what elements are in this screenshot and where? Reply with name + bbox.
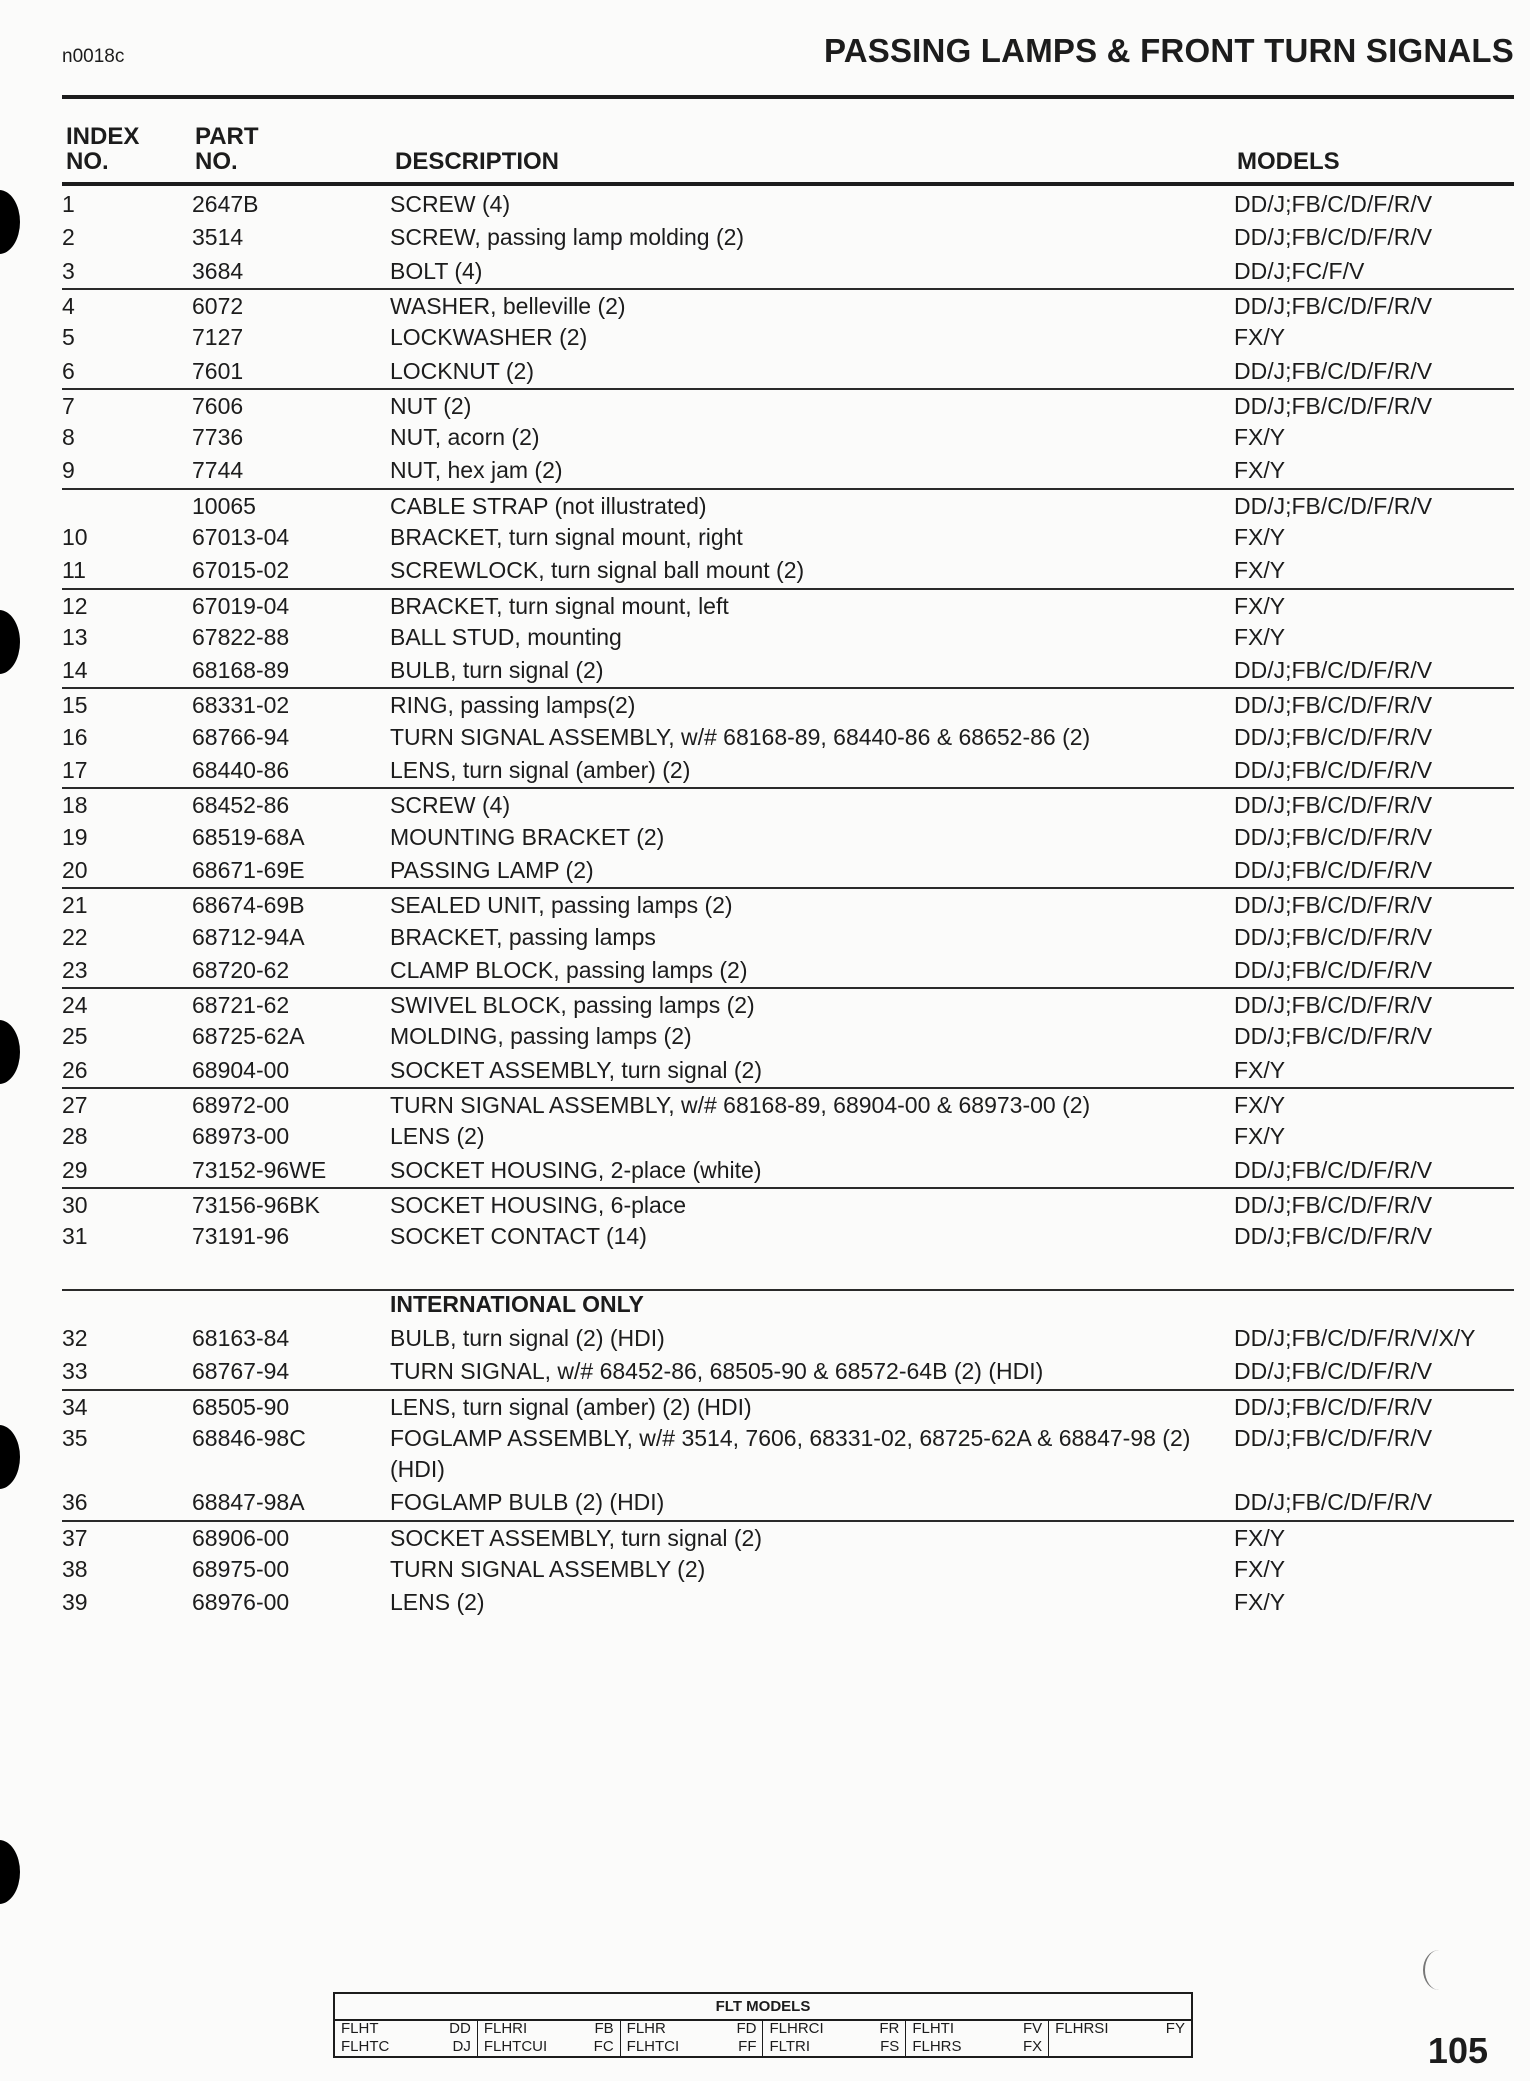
- models-cell: DD/J;FB/C/D/F/R/V: [1234, 1023, 1433, 1049]
- description-cell: SWIVEL BLOCK, passing lamps (2): [390, 992, 755, 1018]
- table-row: [62, 754, 1514, 787]
- description-cell: BOLT (4): [390, 258, 483, 284]
- index-cell: 22: [62, 924, 88, 950]
- flt-models-cell: [1049, 2019, 1191, 2056]
- page-curl: [1423, 1950, 1455, 1990]
- index-cell: 4: [62, 293, 75, 319]
- header-models: MODELS: [1237, 148, 1340, 175]
- table-row: [62, 1553, 1514, 1586]
- part-cell: 68331-02: [192, 692, 290, 718]
- part-cell: 68904-00: [192, 1057, 290, 1083]
- description-cell: SCREW (4): [390, 792, 511, 818]
- part-cell: 67015-02: [192, 557, 290, 583]
- models-cell: FX/Y: [1234, 624, 1286, 650]
- table-row: [62, 355, 1514, 388]
- flt-model-code: FS: [880, 2038, 900, 2055]
- table-row: [62, 554, 1514, 587]
- description-cell: SOCKET CONTACT (14): [390, 1223, 647, 1249]
- page-number: 105: [1427, 2030, 1488, 2071]
- models-cell: DD/J;FB/C/D/F/R/V: [1234, 757, 1433, 783]
- part-cell: 2647B: [192, 191, 259, 217]
- description-cell: SEALED UNIT, passing lamps (2): [390, 892, 733, 918]
- part-cell: 67013-04: [192, 524, 290, 550]
- description-cell: BRACKET, turn signal mount, right: [390, 524, 743, 550]
- description-cell: MOUNTING BRACKET (2): [390, 824, 665, 850]
- table-row: [62, 1322, 1514, 1355]
- description-cell: BRACKET, passing lamps: [390, 924, 656, 950]
- table-row: [62, 1486, 1514, 1519]
- table-row: [62, 687, 1514, 722]
- index-cell: 35: [62, 1425, 88, 1451]
- flt-model-code: DJ: [452, 2038, 471, 2055]
- flt-model-name: FLHTC: [341, 2038, 390, 2055]
- flt-models-cell: [763, 2019, 906, 2056]
- index-cell: 34: [62, 1394, 88, 1420]
- models-cell: FX/Y: [1234, 324, 1286, 350]
- table-header: [62, 112, 1514, 182]
- description-cell: BALL STUD, mounting: [390, 624, 622, 650]
- models-cell: FX/Y: [1234, 1589, 1286, 1615]
- flt-model-name: FLHTI: [912, 2020, 954, 2037]
- flt-model-code: FX: [1022, 2038, 1043, 2055]
- table-row: [62, 421, 1514, 454]
- binder-hole: [0, 190, 20, 254]
- description-cell: SOCKET HOUSING, 2-place (white): [390, 1157, 762, 1183]
- models-cell: DD/J;FB/C/D/F/R/V: [1234, 857, 1433, 883]
- table-row: [62, 255, 1514, 288]
- international-heading: INTERNATIONAL ONLY: [390, 1291, 644, 1317]
- index-cell: 16: [62, 724, 88, 750]
- index-cell: 32: [62, 1325, 88, 1351]
- models-cell: DD/J;FB/C/D/F/R/V: [1234, 924, 1433, 950]
- part-cell: 68452-86: [192, 792, 290, 818]
- index-cell: 21: [62, 892, 88, 918]
- index-cell: 31: [62, 1223, 88, 1249]
- flt-model-code: FC: [593, 2038, 614, 2055]
- flt-model-name: FLHRS: [912, 2038, 962, 2055]
- description-cell: TURN SIGNAL ASSEMBLY (2): [390, 1556, 706, 1582]
- part-cell: 68847-98A: [192, 1489, 305, 1515]
- flt-model-code: DD: [449, 2020, 471, 2037]
- header-index: INDEX NO.: [66, 123, 140, 175]
- models-cell: DD/J;FB/C/D/F/R/V: [1234, 957, 1433, 983]
- page-code: n0018c: [62, 46, 125, 67]
- part-cell: 7736: [192, 424, 244, 450]
- table-row: [62, 1389, 1514, 1424]
- models-cell: DD/J;FB/C/D/F/R/V: [1234, 493, 1433, 519]
- table-row: [62, 721, 1514, 754]
- index-cell: 39: [62, 1589, 88, 1615]
- flt-model-name: FLHRCI: [769, 2020, 824, 2037]
- models-cell: FX/Y: [1234, 557, 1286, 583]
- description-cell: BULB, turn signal (2): [390, 657, 604, 683]
- description-cell: FOGLAMP BULB (2) (HDI): [390, 1489, 665, 1515]
- models-cell: FX/Y: [1234, 1556, 1286, 1582]
- index-cell: 37: [62, 1525, 88, 1551]
- part-cell: 68168-89: [192, 657, 290, 683]
- flt-models-title: FLT MODELS: [335, 1994, 1191, 2021]
- description-cell: LOCKNUT (2): [390, 358, 534, 384]
- page-title: PASSING LAMPS & FRONT TURN SIGNALS: [823, 32, 1514, 69]
- models-cell: DD/J;FB/C/D/F/R/V: [1234, 1394, 1433, 1420]
- description-cell: NUT (2): [390, 393, 472, 419]
- flt-models-table: [333, 1992, 1193, 2058]
- flt-model-name: FLTRI: [769, 2038, 811, 2055]
- models-cell: FX/Y: [1234, 524, 1286, 550]
- table-row: [62, 288, 1514, 323]
- flt-model-name: FLHT: [341, 2020, 379, 2037]
- table-row: [62, 321, 1514, 354]
- description-cell: SOCKET HOUSING, 6-place: [390, 1192, 687, 1218]
- table-row: [62, 987, 1514, 1022]
- index-cell: 27: [62, 1092, 88, 1118]
- table-row: [62, 887, 1514, 922]
- index-cell: 2: [62, 224, 75, 250]
- part-cell: 68720-62: [192, 957, 290, 983]
- header-part: PART NO.: [195, 123, 259, 175]
- index-cell: 25: [62, 1023, 88, 1049]
- index-cell: 11: [62, 557, 86, 583]
- flt-model-code: FF: [738, 2038, 757, 2055]
- table-row: [62, 488, 1514, 523]
- index-cell: 1: [62, 191, 75, 217]
- part-cell: 68846-98C: [192, 1425, 306, 1451]
- models-cell: DD/J;FB/C/D/F/R/V: [1234, 657, 1433, 683]
- part-cell: 7606: [192, 393, 244, 419]
- part-cell: 68671-69E: [192, 857, 305, 883]
- models-cell: DD/J;FB/C/D/F/R/V: [1234, 293, 1433, 319]
- table-row: [62, 654, 1514, 687]
- flt-model-code: FV: [1022, 2020, 1043, 2037]
- models-cell: DD/J;FB/C/D/F/R/V: [1234, 992, 1433, 1018]
- index-cell: 15: [62, 692, 88, 718]
- models-cell: DD/J;FC/F/V: [1234, 258, 1365, 284]
- table-row: [62, 454, 1514, 487]
- part-cell: 73156-96BK: [192, 1192, 320, 1218]
- part-cell: 68976-00: [192, 1589, 290, 1615]
- models-cell: FX/Y: [1234, 1057, 1286, 1083]
- part-cell: 7127: [192, 324, 244, 350]
- index-cell: 28: [62, 1123, 88, 1149]
- part-cell: 68440-86: [192, 757, 290, 783]
- description-cell: CLAMP BLOCK, passing lamps (2): [390, 957, 748, 983]
- index-cell: 20: [62, 857, 88, 883]
- description-cell: LENS, turn signal (amber) (2) (HDI): [390, 1394, 752, 1420]
- table-row: [62, 1220, 1514, 1253]
- description-cell: SCREWLOCK, turn signal ball mount (2): [390, 557, 805, 583]
- description-cell: BULB, turn signal (2) (HDI): [390, 1325, 665, 1351]
- part-cell: 68712-94A: [192, 924, 305, 950]
- flt-models-cell: [621, 2019, 764, 2056]
- index-cell: 13: [62, 624, 88, 650]
- part-cell: 68505-90: [192, 1394, 290, 1420]
- table-row: [62, 954, 1514, 987]
- description-cell: CABLE STRAP (not illustrated): [390, 493, 707, 519]
- flt-model-code: FR: [879, 2020, 900, 2037]
- models-cell: DD/J;FB/C/D/F/R/V: [1234, 191, 1433, 217]
- models-cell: DD/J;FB/C/D/F/R/V: [1234, 1223, 1433, 1249]
- index-cell: 14: [62, 657, 88, 683]
- flt-model-name: FLHRSI: [1055, 2020, 1109, 2037]
- models-cell: DD/J;FB/C/D/F/R/V: [1234, 1157, 1433, 1183]
- description-cell: MOLDING, passing lamps (2): [390, 1023, 692, 1049]
- table-row: [62, 1187, 1514, 1222]
- models-cell: FX/Y: [1234, 593, 1286, 619]
- table-row: [62, 1520, 1514, 1555]
- models-cell: FX/Y: [1234, 1525, 1286, 1551]
- part-cell: 68906-00: [192, 1525, 290, 1551]
- part-cell: 68163-84: [192, 1325, 290, 1351]
- binder-hole: [0, 1425, 20, 1489]
- index-cell: 5: [62, 324, 75, 350]
- index-cell: 9: [62, 457, 75, 483]
- table-row: [62, 188, 1514, 221]
- index-cell: 24: [62, 992, 88, 1018]
- description-cell: LOCKWASHER (2): [390, 324, 588, 350]
- flt-model-code: FB: [594, 2020, 614, 2037]
- index-cell: 26: [62, 1057, 88, 1083]
- part-cell: 3684: [192, 258, 244, 284]
- flt-model-name: FLHTCI: [626, 2038, 680, 2055]
- flt-model-name: FLHR: [626, 2020, 666, 2037]
- part-cell: 68725-62A: [192, 1023, 305, 1049]
- part-cell: 68766-94: [192, 724, 290, 750]
- part-cell: 68674-69B: [192, 892, 305, 918]
- binder-hole: [0, 610, 20, 674]
- models-cell: DD/J;FB/C/D/F/R/V: [1234, 1489, 1433, 1515]
- index-cell: 6: [62, 358, 75, 384]
- table-row: [62, 1586, 1514, 1619]
- description-cell: BRACKET, turn signal mount, left: [390, 593, 729, 619]
- table-row: [62, 388, 1514, 423]
- index-cell: 7: [62, 393, 75, 419]
- index-cell: 36: [62, 1489, 88, 1515]
- description-cell: SCREW, passing lamp molding (2): [390, 224, 745, 250]
- table-row: [62, 921, 1514, 954]
- binder-hole: [0, 1840, 20, 1904]
- section-rule: [62, 1289, 1514, 1291]
- table-row: [62, 1120, 1514, 1153]
- models-cell: DD/J;FB/C/D/F/R/V: [1234, 892, 1433, 918]
- binder-hole: [0, 1020, 20, 1084]
- description-cell: PASSING LAMP (2): [390, 857, 594, 883]
- table-row: [62, 1020, 1514, 1053]
- table-row: [62, 1355, 1514, 1388]
- part-cell: 73191-96: [192, 1223, 290, 1249]
- table-row: [62, 854, 1514, 887]
- part-cell: 68721-62: [192, 992, 290, 1018]
- part-cell: 3514: [192, 224, 244, 250]
- models-cell: DD/J;FB/C/D/F/R/V: [1234, 724, 1433, 750]
- index-cell: 3: [62, 258, 75, 284]
- table-row: [62, 1087, 1514, 1122]
- header-rule: [62, 182, 1514, 186]
- flt-model-name: FLHTCUI: [483, 2038, 548, 2055]
- top-rule: [62, 95, 1514, 99]
- part-cell: 7601: [192, 358, 244, 384]
- index-cell: 30: [62, 1192, 88, 1218]
- table-row: [62, 588, 1514, 623]
- part-cell: 68973-00: [192, 1123, 290, 1149]
- description-cell: NUT, hex jam (2): [390, 457, 563, 483]
- table-row: [62, 1054, 1514, 1087]
- models-cell: FX/Y: [1234, 424, 1286, 450]
- description-cell: SOCKET ASSEMBLY, turn signal (2): [390, 1057, 762, 1083]
- index-cell: 18: [62, 792, 88, 818]
- description-cell: WASHER, belleville (2): [390, 293, 626, 319]
- table-row: [62, 787, 1514, 822]
- flt-models-cell: [906, 2019, 1049, 2056]
- models-cell: DD/J;FB/C/D/F/R/V: [1234, 792, 1433, 818]
- part-cell: 73152-96WE: [192, 1157, 327, 1183]
- description-cell: SCREW (4): [390, 191, 511, 217]
- models-cell: FX/Y: [1234, 1092, 1286, 1118]
- index-cell: 17: [62, 757, 88, 783]
- models-cell: DD/J;FB/C/D/F/R/V: [1234, 1358, 1433, 1384]
- models-cell: FX/Y: [1234, 1123, 1286, 1149]
- index-cell: 33: [62, 1358, 88, 1384]
- models-cell: DD/J;FB/C/D/F/R/V: [1234, 1425, 1433, 1451]
- description-cell: FOGLAMP ASSEMBLY, w/# 3514, 7606, 68331-02, 68725-62A & 68847-98 (2) (HDI): [390, 1425, 1191, 1482]
- description-cell: TURN SIGNAL, w/# 68452-86, 68505-90 & 68572-64B (2) (HDI): [390, 1358, 1044, 1384]
- header-description: DESCRIPTION: [395, 148, 560, 175]
- part-cell: 68767-94: [192, 1358, 290, 1384]
- part-cell: 67019-04: [192, 593, 290, 619]
- description-cell: LENS (2): [390, 1589, 485, 1615]
- description-cell: RING, passing lamps(2): [390, 692, 636, 718]
- models-cell: DD/J;FB/C/D/F/R/V: [1234, 1192, 1433, 1218]
- table-row: [62, 1154, 1514, 1187]
- index-cell: 29: [62, 1157, 88, 1183]
- models-cell: DD/J;FB/C/D/F/R/V: [1234, 692, 1433, 718]
- part-cell: 67822-88: [192, 624, 290, 650]
- flt-model-code: FD: [736, 2020, 757, 2037]
- part-cell: 6072: [192, 293, 244, 319]
- models-cell: DD/J;FB/C/D/F/R/V: [1234, 224, 1433, 250]
- index-cell: 19: [62, 824, 88, 850]
- part-cell: 68975-00: [192, 1556, 290, 1582]
- index-cell: 23: [62, 957, 88, 983]
- description-cell: TURN SIGNAL ASSEMBLY, w/# 68168-89, 68440-86 & 68652-86 (2): [390, 724, 1091, 750]
- models-cell: DD/J;FB/C/D/F/R/V: [1234, 358, 1433, 384]
- table-row: [62, 1422, 1514, 1486]
- part-cell: 7744: [192, 457, 244, 483]
- description-cell: SOCKET ASSEMBLY, turn signal (2): [390, 1525, 762, 1551]
- flt-models-cell: [478, 2019, 621, 2056]
- table-row: [62, 221, 1514, 254]
- flt-model-name: FLHRI: [483, 2020, 528, 2037]
- index-cell: 12: [62, 593, 88, 619]
- flt-model-code: FY: [1165, 2020, 1185, 2037]
- flt-models-grid: [335, 2019, 1191, 2056]
- description-cell: TURN SIGNAL ASSEMBLY, w/# 68168-89, 68904-00 & 68973-00 (2): [390, 1092, 1091, 1118]
- part-cell: 10065: [192, 493, 256, 519]
- table-row: [62, 821, 1514, 854]
- index-cell: 38: [62, 1556, 88, 1582]
- description-cell: NUT, acorn (2): [390, 424, 540, 450]
- models-cell: DD/J;FB/C/D/F/R/V/X/Y: [1234, 1325, 1476, 1351]
- index-cell: 8: [62, 424, 75, 450]
- part-cell: 68519-68A: [192, 824, 305, 850]
- table-row: [62, 521, 1514, 554]
- description-cell: LENS (2): [390, 1123, 485, 1149]
- description-cell: LENS, turn signal (amber) (2): [390, 757, 691, 783]
- flt-models-cell: [335, 2019, 478, 2056]
- models-cell: DD/J;FB/C/D/F/R/V: [1234, 824, 1433, 850]
- models-cell: DD/J;FB/C/D/F/R/V: [1234, 393, 1433, 419]
- index-cell: 10: [62, 524, 88, 550]
- models-cell: FX/Y: [1234, 457, 1286, 483]
- part-cell: 68972-00: [192, 1092, 290, 1118]
- table-row: [62, 621, 1514, 654]
